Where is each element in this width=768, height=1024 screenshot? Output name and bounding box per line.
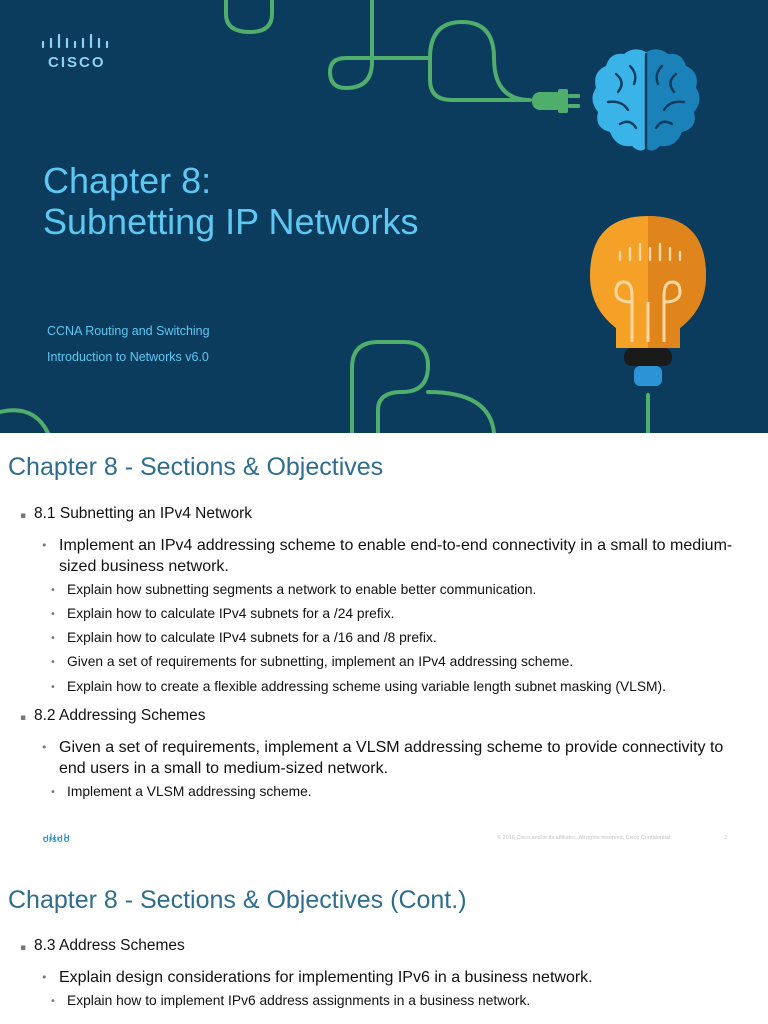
dot-bullet-icon: •: [50, 657, 56, 668]
square-bullet-icon: ▪: [20, 511, 27, 521]
slide-heading: Chapter 8 - Sections & Objectives (Cont.): [8, 886, 467, 914]
footer-copyright: © 2016 Cisco and/or its affiliates. All rights reserved. Cisco Confidential: [497, 835, 671, 841]
square-bullet-icon: ▪: [20, 943, 27, 953]
footer-logo-text: CISCO: [43, 837, 71, 844]
objectives-cont-slide: [0, 865, 768, 1024]
slide-title-line-1: Chapter 8:: [43, 160, 212, 201]
footer-page-number: 2: [724, 835, 728, 841]
topic-item: Implement a VLSM addressing scheme.: [67, 784, 312, 799]
topic-item: Explain how to calculate IPv4 subnets for a /16 and /8 prefix.: [67, 630, 437, 645]
cisco-footer-logo-icon: [42, 828, 74, 850]
dot-bullet-icon: •: [50, 682, 56, 693]
title-slide: [0, 0, 768, 433]
section-objective: Explain design considerations for implementing IPv6 in a business network.: [59, 969, 593, 986]
slide-heading: Chapter 8 - Sections & Objectives: [8, 453, 384, 481]
section-objective: Implement an IPv4 addressing scheme to enable end-to-end connectivity in a small to medium-sized business network.: [59, 537, 733, 575]
dot-bullet-icon: •: [41, 539, 48, 552]
slide-title-line-2: Subnetting IP Networks: [43, 201, 419, 242]
course-version: Introduction to Networks v6.0: [47, 350, 209, 364]
dot-bullet-icon: •: [50, 585, 56, 596]
topic-item: Explain how to calculate IPv4 subnets for a /24 prefix.: [67, 606, 395, 621]
square-bullet-icon: ▪: [20, 713, 27, 723]
topic-item: Explain how to implement IPv6 address assignments in a business network.: [67, 993, 531, 1008]
dot-bullet-icon: •: [50, 609, 56, 620]
dot-bullet-icon: •: [50, 996, 56, 1007]
section-objective: Given a set of requirements, implement a VLSM addressing scheme to provide connectivity to end users in a small to medium-sized network.: [59, 739, 724, 777]
dot-bullet-icon: •: [41, 741, 48, 754]
brain-icon: [586, 44, 706, 158]
dot-bullet-icon: •: [50, 787, 56, 798]
topic-item: Explain how to create a flexible addressing scheme using variable length subnet masking (VLSM).: [67, 679, 666, 694]
objectives-slide: [0, 433, 768, 865]
section-label: 8.1 Subnetting an IPv4 Network: [34, 505, 252, 522]
dot-bullet-icon: •: [41, 971, 48, 984]
section-label: 8.3 Address Schemes: [34, 937, 185, 954]
plug-icon: [528, 86, 582, 116]
course-subtitle: CCNA Routing and Switching: [47, 324, 210, 338]
lightbulb-icon: [586, 212, 710, 392]
section-label: 8.2 Addressing Schemes: [34, 707, 206, 724]
dot-bullet-icon: •: [50, 633, 56, 644]
topic-item: Explain how subnetting segments a network to enable better communication.: [67, 582, 537, 597]
topic-item: Given a set of requirements for subnetting, implement an IPv4 addressing scheme.: [67, 654, 574, 669]
cisco-logo-text: CISCO: [48, 54, 106, 71]
